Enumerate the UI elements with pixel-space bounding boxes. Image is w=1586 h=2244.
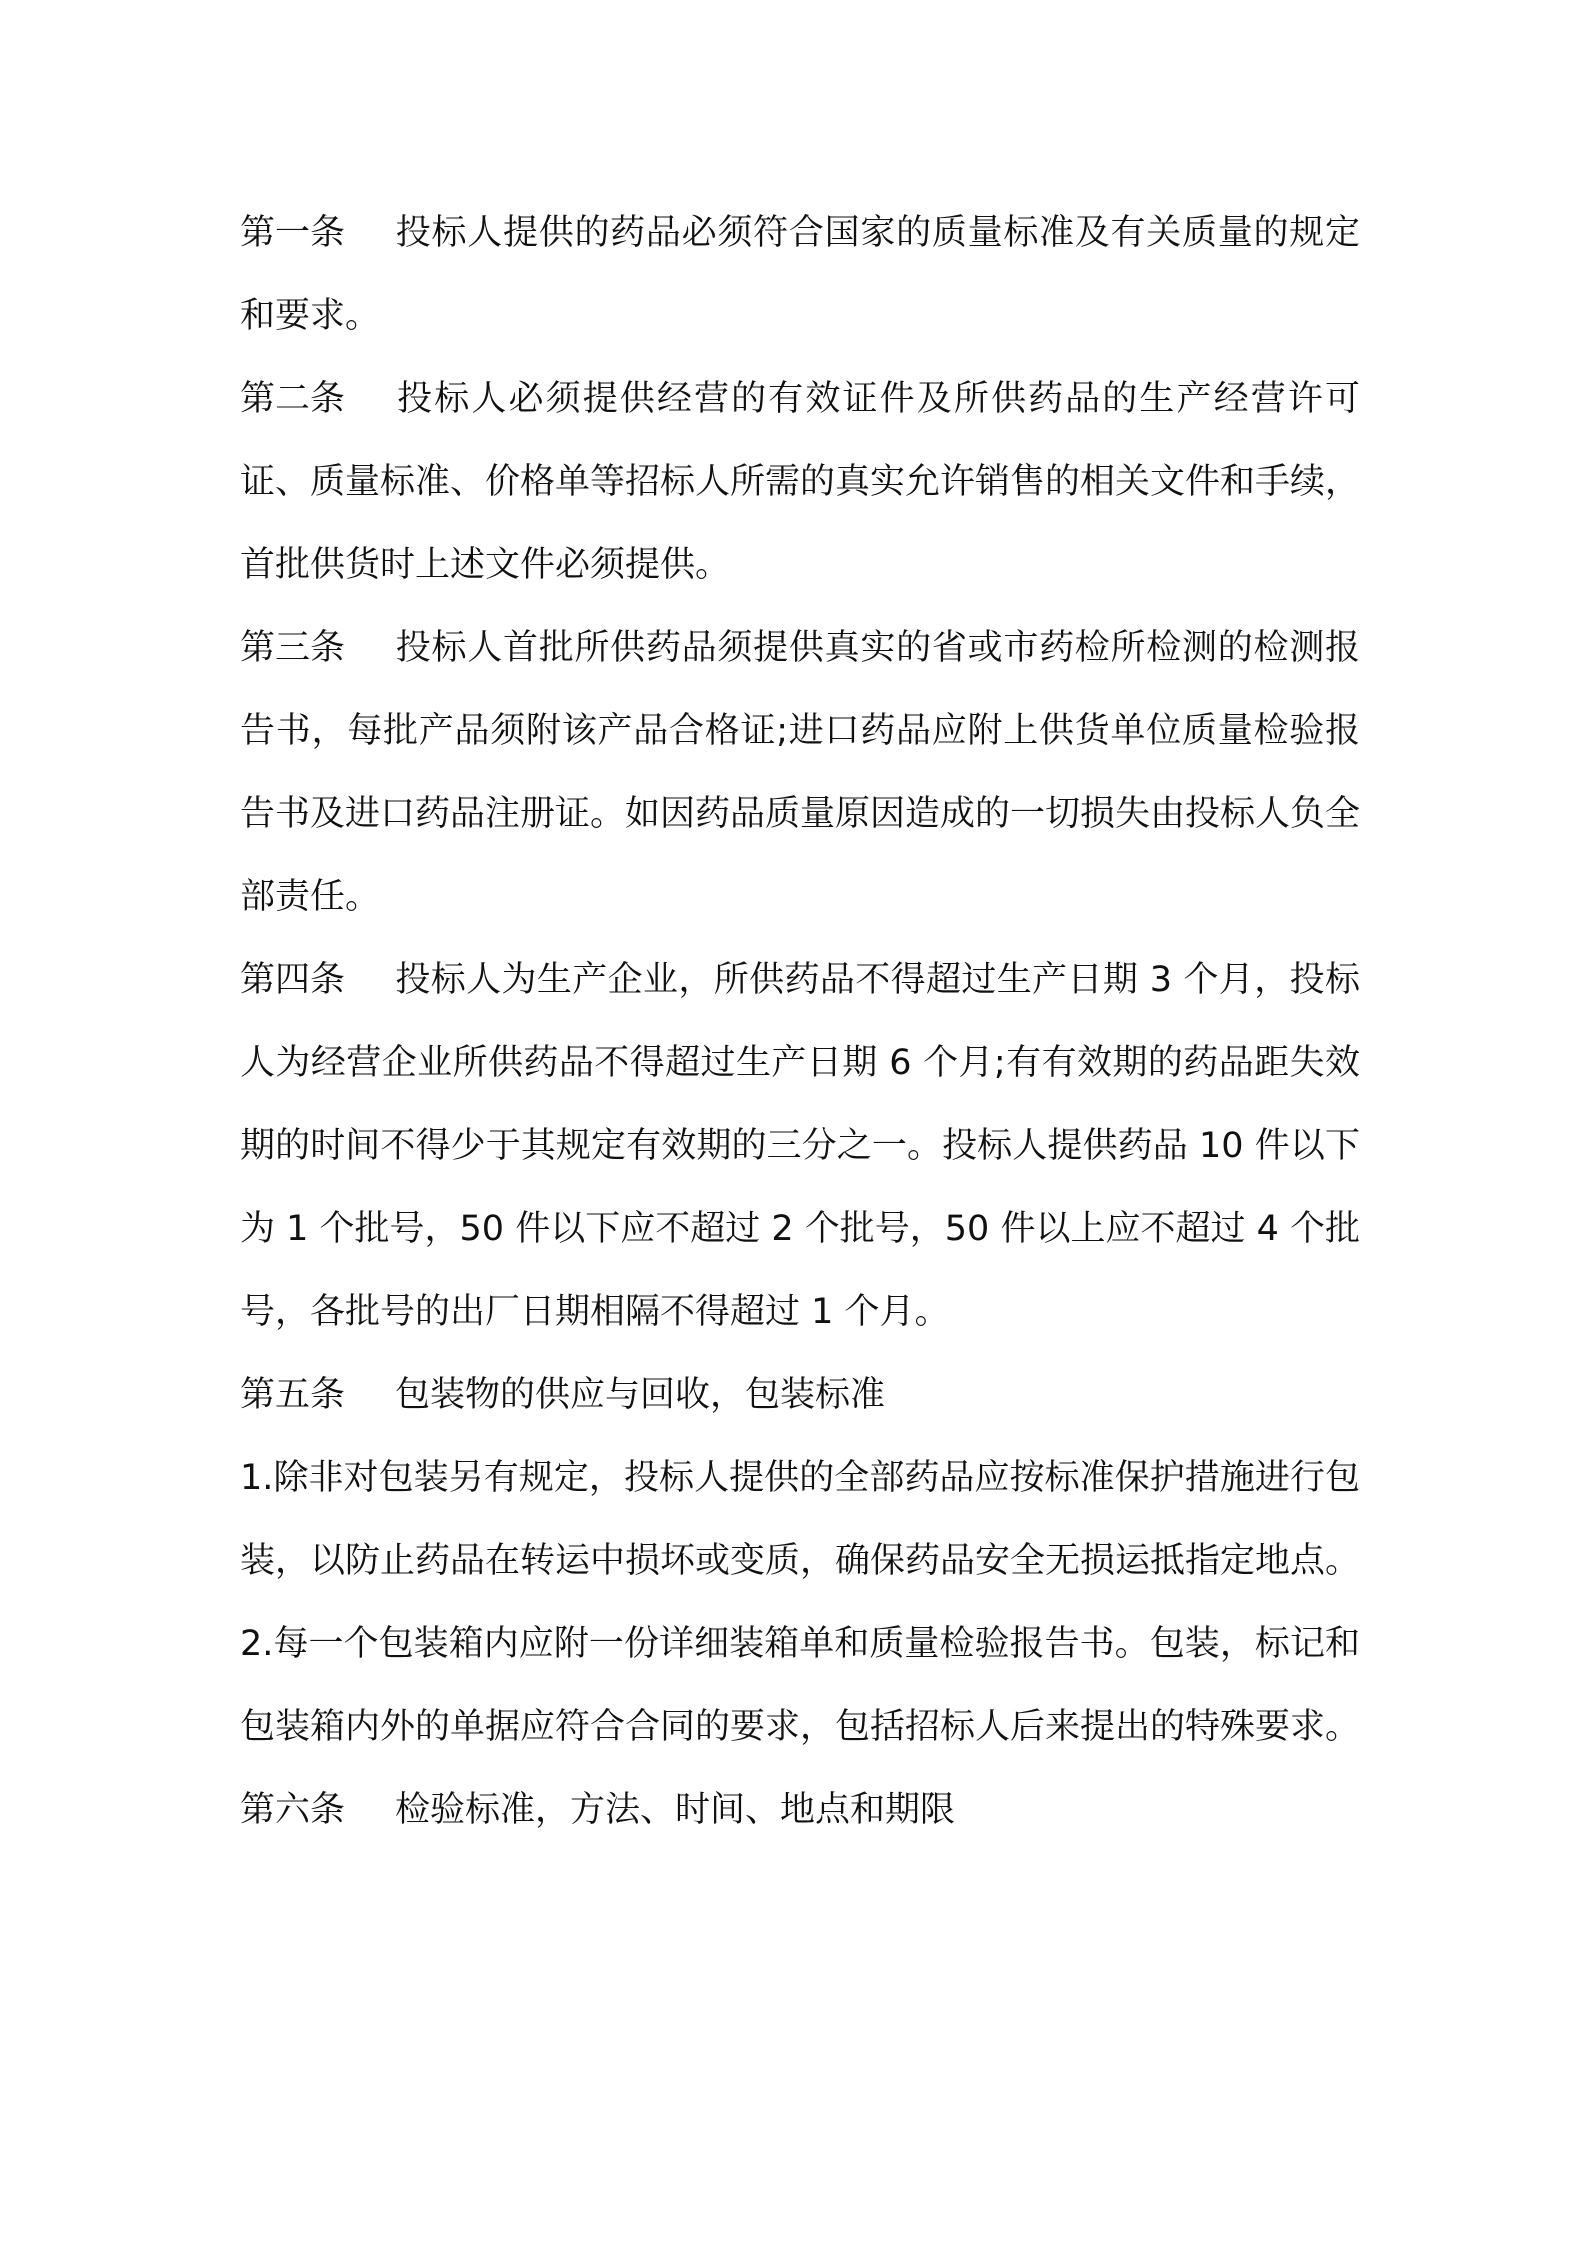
article-2-paragraph [240,358,1360,607]
packaging-item-1-text: 1.除非对包装另有规定，投标人提供的全部药品应按标准保护措施进行包装，以防止药品在转运中损坏或变质，确保药品安全无损运抵指定地点。 [240,1458,1361,1581]
article-4-paragraph [240,939,1360,1354]
packaging-item-1 [240,1437,1360,1603]
article-4-text: 投标人为生产企业，所供药品不得超过生产日期 3 个月，投标人为经营企业所供药品不得超过生产日期 6 个月;有有效期的药品距失效期的时间不得少于其规定有效期的三分之一。投标人提供药品 10 件以下为 1 个批号，50 件以下应不超过 2 个批号，50 件以上应不超过 4 个批号，各批号的出厂日期相隔不得超过 1 个月。 [240,960,1360,1332]
document-body [240,192,1360,1852]
article-3-paragraph [240,607,1360,939]
article-5-paragraph [240,1354,1360,1437]
article-4-label: 第四条 [240,960,346,1000]
article-2-label: 第二条 [240,379,346,419]
article-6-label: 第六条 [240,1790,346,1830]
article-2-text: 投标人必须提供经营的有效证件及所供药品的生产经营许可证、质量标准、价格单等招标人所需的真实允许销售的相关文件和手续，首批供货时上述文件必须提供。 [240,379,1361,585]
article-1-text: 投标人提供的药品必须符合国家的质量标准及有关质量的规定和要求。 [240,213,1360,336]
article-6-paragraph [240,1769,1360,1852]
article-3-label: 第三条 [240,628,346,668]
article-3-text: 投标人首批所供药品须提供真实的省或市药检所检测的检测报告书，每批产品须附该产品合格证;进口药品应附上供货单位质量检验报告书及进口药品注册证。如因药品质量原因造成的一切损失由投标人负全部责任。 [240,628,1361,917]
article-6-text: 检验标准，方法、时间、地点和期限 [395,1790,956,1830]
article-1-label: 第一条 [240,213,346,253]
article-5-text: 包装物的供应与回收，包装标准 [395,1375,886,1415]
packaging-item-2 [240,1603,1360,1769]
article-1-paragraph [240,192,1360,358]
article-5-label: 第五条 [240,1375,346,1415]
packaging-item-2-text: 2.每一个包装箱内应附一份详细装箱单和质量检验报告书。包装，标记和包装箱内外的单据应符合合同的要求，包括招标人后来提出的特殊要求。 [240,1624,1361,1747]
